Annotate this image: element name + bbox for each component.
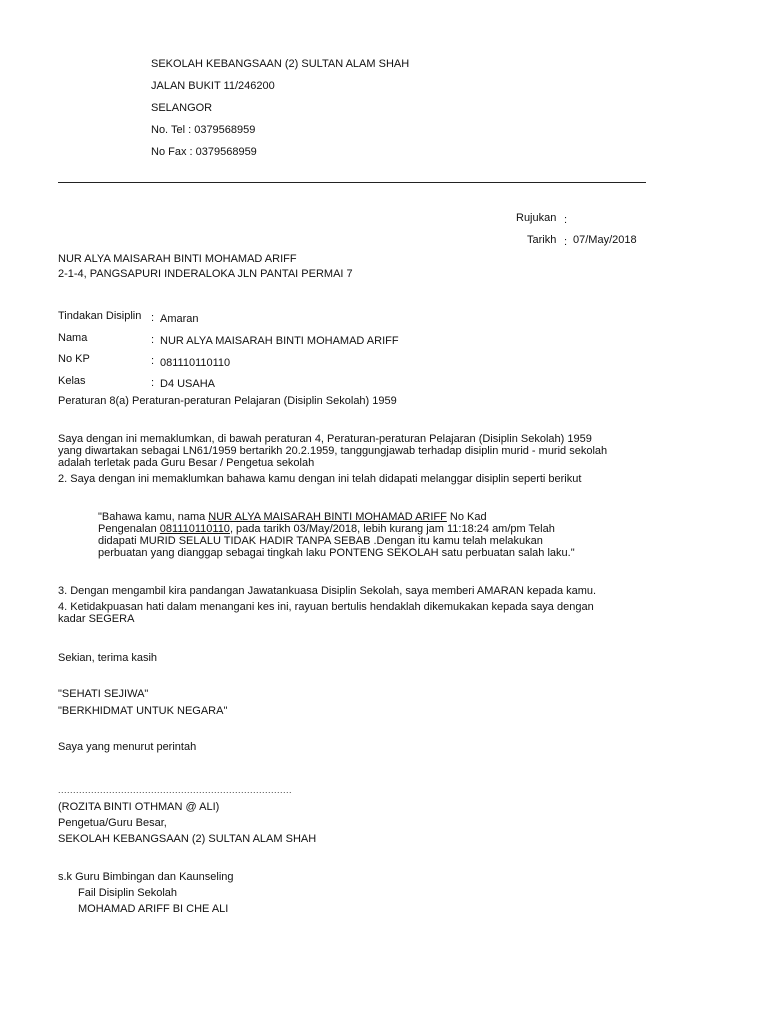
para1-line2: yang diwartakan sebagai LN61/1959 bertarikh 20.2.1959, tanggungjawab terhadap disiplin murid - murid sekolah — [58, 445, 608, 457]
tindakan-label: Tindakan Disiplin — [58, 310, 142, 322]
rujukan-label: Rujukan — [516, 212, 557, 224]
para3: 3. Dengan mengambil kira pandangan Jawatankuasa Disiplin Sekolah, saya memberi AMARAN kepada kamu. — [58, 585, 597, 597]
quote-student-kp: 081110110110 — [159, 523, 230, 535]
nokp-label: No KP — [58, 353, 90, 365]
cc-line2: Fail Disiplin Sekolah — [78, 887, 178, 899]
quote-line4: perbuatan yang dianggap sebagai tingkah laku PONTENG SEKOLAH satu perbuatan salah laku." — [98, 547, 575, 559]
tarikh-label: Tarikh — [527, 234, 557, 246]
para1-line3: adalah terletak pada Guru Besar / Pengetua sekolah — [58, 457, 315, 469]
para2: 2. Saya dengan ini memaklumkan bahawa kamu dengan ini telah didapati melanggar disiplin seperti berikut — [58, 473, 582, 485]
school-tel: No. Tel : 0379568959 — [151, 124, 256, 136]
school-state: SELANGOR — [151, 102, 213, 114]
tarikh-separator: : — [564, 236, 568, 248]
quote-student-name: NUR ALYA MAISARAH BINTI MOHAMAD ARIFF — [208, 511, 447, 523]
motto-berkhidmat: "BERKHIDMAT UNTUK NEGARA" — [58, 705, 228, 717]
kelas-label: Kelas — [58, 375, 86, 387]
signer-school: SEKOLAH KEBANGSAAN (2) SULTAN ALAM SHAH — [58, 833, 317, 845]
para4-line2: kadar SEGERA — [58, 613, 135, 625]
nama-separator: : — [151, 334, 155, 346]
recipient-address: 2-1-4, PANGSAPURI INDERALOKA JLN PANTAI PERMAI 7 — [58, 268, 353, 280]
para1-line1: Saya dengan ini memaklumkan, di bawah peraturan 4, Peraturan-peraturan Pelajaran (Disiplin Sekolah) 1959 — [58, 433, 592, 445]
recipient-name: NUR ALYA MAISARAH BINTI MOHAMAD ARIFF — [58, 253, 297, 265]
quote-line1-end: No Kad — [446, 511, 487, 523]
nama-label: Nama — [58, 332, 88, 344]
quote-line1 — [98, 511, 487, 523]
school-fax: No Fax : 0379568959 — [151, 146, 257, 158]
para4-line1: 4. Ketidakpuasan hati dalam menangani kes ini, rayuan bertulis hendaklah dikemukakan kepada saya dengan — [58, 601, 594, 613]
tindakan-separator: : — [151, 312, 155, 324]
nokp-separator: : — [151, 355, 155, 367]
tindakan-value: Amaran — [160, 313, 199, 325]
quote-line1-start: "Bahawa kamu, nama — [98, 511, 209, 523]
peraturan-line: Peraturan 8(a) Peraturan-peraturan Pelajaran (Disiplin Sekolah) 1959 — [58, 395, 397, 407]
school-road: JALAN BUKIT 11/246200 — [151, 80, 275, 92]
signature-dotted-line: .............................................................................. — [58, 785, 293, 795]
closing-perintah: Saya yang menurut perintah — [58, 741, 197, 753]
quote-line2-start: Pengenalan — [98, 523, 160, 535]
nokp-value: 081110110110 — [160, 357, 231, 369]
rujukan-separator: : — [564, 214, 568, 226]
closing-thanks: Sekian, terima kasih — [58, 652, 158, 664]
motto-sehati: "SEHATI SEJIWA" — [58, 688, 149, 700]
quote-line3: didapati MURID SELALU TIDAK HADIR TANPA SEBAB .Dengan itu kamu telah melakukan — [98, 535, 543, 547]
kelas-separator: : — [151, 377, 155, 389]
quote-line2 — [98, 523, 555, 535]
school-name: SEKOLAH KEBANGSAAN (2) SULTAN ALAM SHAH — [151, 58, 410, 70]
tarikh-value: 07/May/2018 — [573, 234, 637, 246]
quote-line2-end: , pada tarikh 03/May/2018, lebih kurang jam 11:18:24 am/pm Telah — [229, 523, 555, 535]
signer-name: (ROZITA BINTI OTHMAN @ ALI) — [58, 801, 220, 813]
cc-line3: MOHAMAD ARIFF BI CHE ALI — [78, 903, 229, 915]
letterhead-divider — [58, 182, 646, 183]
kelas-value: D4 USAHA — [160, 378, 216, 390]
cc-line1: s.k Guru Bimbingan dan Kaunseling — [58, 871, 234, 883]
signer-title: Pengetua/Guru Besar, — [58, 817, 167, 829]
nama-value: NUR ALYA MAISARAH BINTI MOHAMAD ARIFF — [160, 335, 399, 347]
